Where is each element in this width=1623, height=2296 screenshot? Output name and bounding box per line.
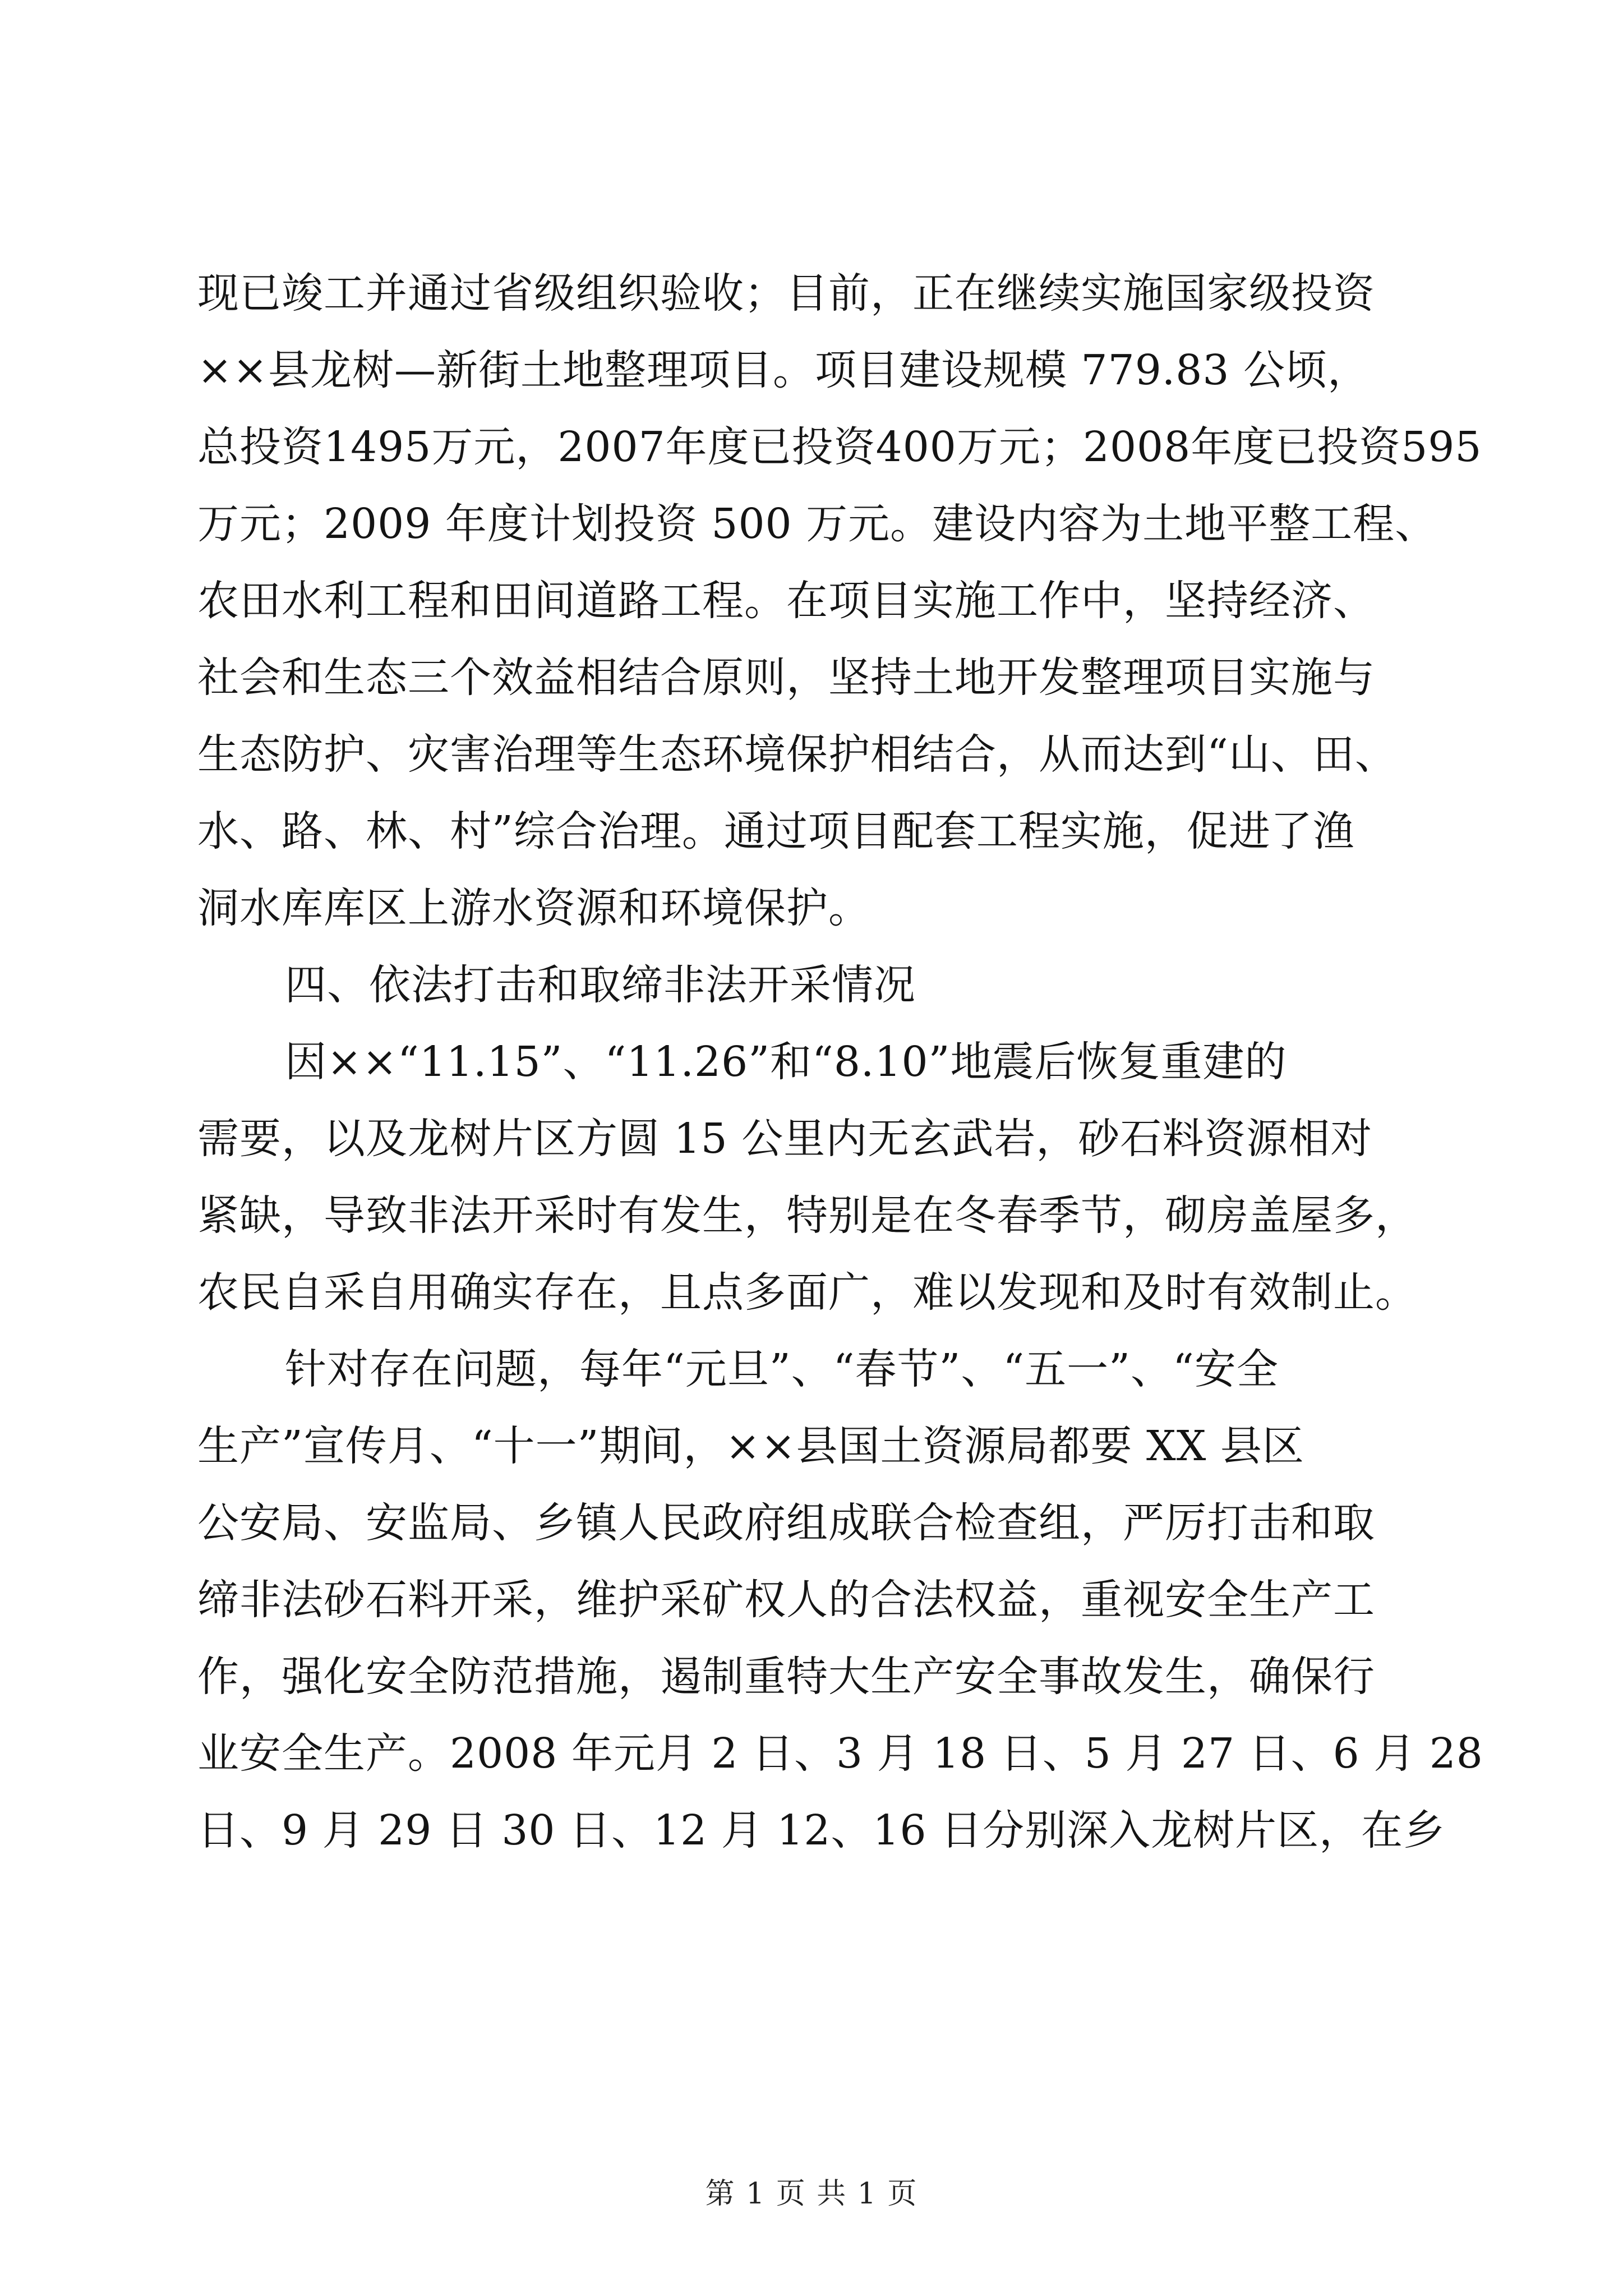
text-line: 生态防护、灾害治理等生态环境保护相结合，从而达到“山、田、: [197, 730, 1397, 779]
text-line: 需要，以及龙树片区方圆 15 公里内无玄武岩，砂石料资源相对: [197, 1115, 1373, 1163]
heading-line: 四、依法打击和取缔非法开采情况: [285, 961, 916, 1009]
text-line: 业安全生产。2008 年元月 2 日、3 月 18 日、5 月 27 日、6 月 28: [197, 1729, 1483, 1778]
paragraph-measures: [197, 1331, 1483, 1869]
text-line: 作，强化安全防范措施，遏制重特大生产安全事故发生，确保行: [197, 1653, 1375, 1701]
text-line: 现已竣工并通过省级组织验收；目前，正在继续实施国家级投资: [197, 269, 1375, 318]
document-body: [197, 255, 1483, 1869]
text-line: 日、9 月 29 日 30 日、12 月 12、16 日分别深入龙树片区，在乡: [197, 1806, 1446, 1855]
text-line: 洞水库库区上游水资源和环境保护。: [197, 884, 870, 932]
text-line: ××县龙树—新街土地整理项目。项目建设规模 779.83 公顷，: [197, 346, 1370, 394]
text-line: 水、路、林、村”综合治理。通过项目配套工程实施，促进了渔: [197, 807, 1355, 855]
text-line: 针对存在问题，每年“元旦”、“春节”、“五一”、“安全: [285, 1345, 1279, 1393]
paragraph-project-implementation: [197, 255, 1482, 947]
text-line: 生产”宣传月、“十一”期间，××县国土资源局都要 XX 县区: [197, 1422, 1304, 1470]
paragraph-background: [197, 1024, 1437, 1331]
section-heading: [197, 947, 1437, 1024]
text-line: 公安局、安监局、乡镇人民政府组成联合检查组，严厉打击和取: [197, 1499, 1375, 1547]
page-number-footer: 第 1 页 共 1 页: [705, 2177, 918, 2211]
text-line: 因××“11.15”、“11.26”和“8.10”地震后恢复重建的: [285, 1038, 1287, 1086]
text-line: 农民自采自用确实存在，且点多面广，难以发现和及时有效制止。: [197, 1268, 1417, 1317]
text-line: 社会和生态三个效益相结合原则，坚持土地开发整理项目实施与: [197, 654, 1375, 702]
text-line: 总投资1495万元，2007年度已投资400万元；2008年度已投资595: [197, 423, 1482, 471]
text-line: 万元；2009 年度计划投资 500 万元。建设内容为土地平整工程、: [197, 500, 1437, 548]
text-line: 农田水利工程和田间道路工程。在项目实施工作中，坚持经济、: [197, 577, 1375, 625]
text-line: 紧缺，导致非法开采时有发生，特别是在冬春季节，砌房盖屋多，: [197, 1191, 1417, 1240]
text-line: 缔非法砂石料开采，维护采矿权人的合法权益，重视安全生产工: [197, 1576, 1375, 1624]
